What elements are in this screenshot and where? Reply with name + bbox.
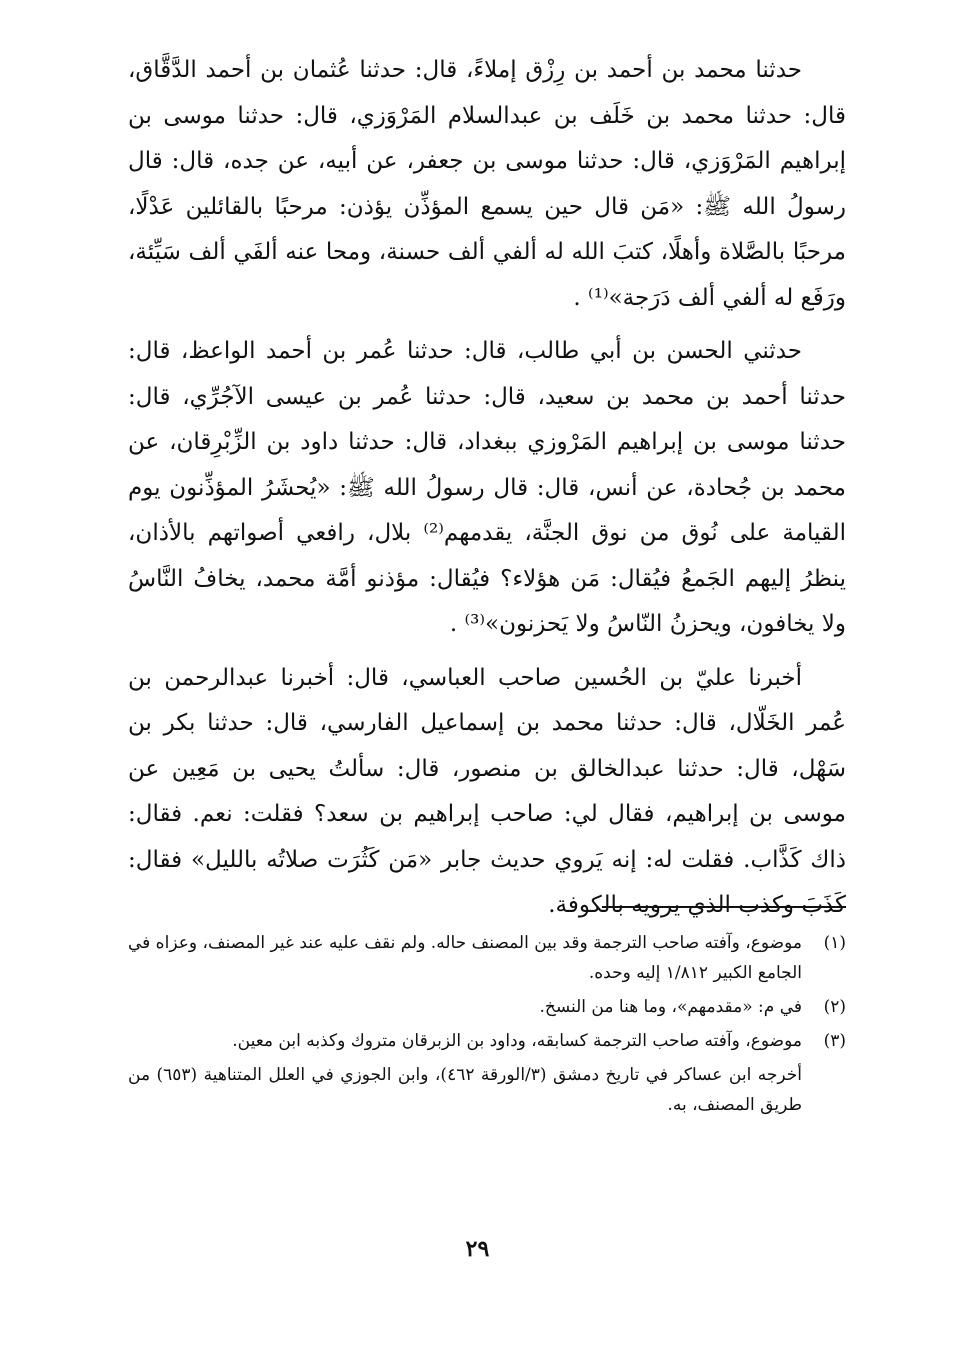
footnote-number: (١) bbox=[823, 933, 846, 953]
main-text bbox=[128, 48, 846, 937]
footnotes bbox=[128, 928, 846, 1124]
footnote-1 bbox=[128, 928, 846, 988]
page-number: ٢٩ bbox=[465, 1236, 490, 1262]
footnote-3-continuation: أخرجه ابن عساكر في تاريخ دمشق (٣/الورقة ٤٦٢)، وابن الجوزي في العلل المتناهية (٦٥٣) من طريق المصنف، به. bbox=[128, 1065, 802, 1115]
footnote-separator bbox=[602, 906, 846, 908]
footnote-text: في م: «مقدمهم»، وما هنا من النسخ. bbox=[539, 997, 802, 1017]
footnote-2 bbox=[128, 992, 846, 1022]
footnote-text: موضوع، وآفته صاحب الترجمة وقد بين المصنف حاله. ولم نقف عليه عند غير المصنف، وعزاه في الجامع الكبير ١/٨١٢ إليه وحده. bbox=[127, 933, 802, 983]
paragraph-3: أخبرنا عليّ بن الحُسين صاحب العباسي، قال: أخبرنا عبدالرحمن بن عُمر الخَلّال، قال: حدثنا محمد بن إسماعيل الفارسي، قال: حدثنا بكر بن سَهْل، قال: حدثنا عبدالخالق بن منصور، قال: سألتُ يحيى بن مَعِين عن موسى بن إبراهيم، فقال لي: صاحب إبراهيم بن سعد؟ فقلت: نعم. فقال: ذاك كَذَّاب. فقلت له: إنه يَروي حديث جابر «مَن كَثُرَت صلاتُه بالليل» فقال: كَذَبَ وكذب الذي يرويه بالكوفة. bbox=[128, 664, 846, 918]
footnote-number: (٢) bbox=[823, 997, 846, 1017]
footnote-number: (٣) bbox=[823, 1031, 846, 1051]
paragraph-2: حدثني الحسن بن أبي طالب، قال: حدثنا عُمر بن أحمد الواعظ، قال: حدثنا أحمد بن محمد بن سعيد، قال: حدثنا عُمر بن عيسى الآجُرِّي، قال: حدثنا موسى بن إبراهيم المَرْوزي ببغداد، قال: حدثنا داود بن الزِّبْرِقان، عن محمد بن جُحادة، عن أنس، قال: قال رسولُ الله ﷺ: «يُحشَرُ المؤذِّنون يوم القيامة على نُوق من نوق الجنَّة، يقدمهم⁽²⁾ بلال، رافعي أصواتهم بالأذان، ينظرُ إليهم الجَمعُ فيُقال: مَن هؤلاء؟ فيُقال: مؤذنو أمَّة محمد، يخافُ النَّاسُ ولا يخافون، ويحزنُ النّاسُ ولا يَحزنون»⁽³⁾ . bbox=[128, 338, 846, 637]
paragraph-1: حدثنا محمد بن أحمد بن رِزْق إملاءً، قال: حدثنا عُثمان بن أحمد الدَّقَّاق، قال: حدثنا محمد بن خَلَف بن عبدالسلام المَرْوَزي، قال: حدثنا موسى بن إبراهيم المَرْوَزي، قال: حدثنا موسى بن جعفر، عن أبيه، عن جده، قال: قال رسولُ الله ﷺ: «مَن قال حين يسمع المؤذِّن يؤذن: مرحبًا بالقائلين عَدْلًا، مرحبًا بالصَّلاة وأهلًا، كتبَ الله له ألفي ألف حسنة، ومحا عنه ألفَي ألف سَيِّئة، ورَفَع له ألفي ألف دَرَجة»⁽¹⁾ . bbox=[128, 57, 846, 311]
footnote-3 bbox=[128, 1026, 846, 1056]
footnote-text: موضوع، وآفته صاحب الترجمة كسابقه، وداود بن الزبرقان متروك وكذبه ابن معين. bbox=[232, 1031, 802, 1051]
